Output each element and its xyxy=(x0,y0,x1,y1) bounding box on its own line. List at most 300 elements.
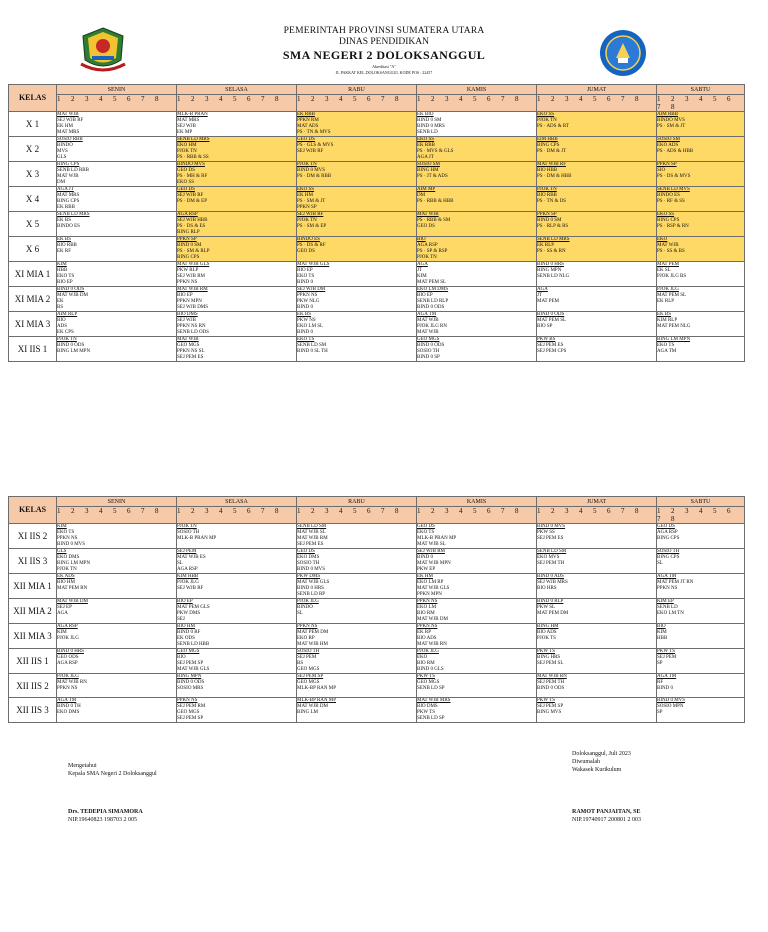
schedule-cell xyxy=(657,162,745,187)
subject-entry: PJOK TN xyxy=(57,567,77,572)
schedule-cell xyxy=(297,599,417,624)
subject-entry: HBB xyxy=(57,268,68,273)
period-number: 1 xyxy=(657,507,661,515)
subject-entry: PKW TS xyxy=(537,649,556,654)
schedule-cell xyxy=(297,237,417,262)
schedule-cell xyxy=(297,137,417,162)
period-number: 2 xyxy=(431,95,435,103)
timetable-2 xyxy=(8,496,745,723)
subject-entry: EK RBB xyxy=(57,205,75,210)
period-number: 6 xyxy=(607,95,611,103)
subject-entry: EK BS xyxy=(657,312,672,317)
subject-entry: EK ODS xyxy=(177,636,195,641)
schedule-cell xyxy=(57,237,177,262)
schedule-cell xyxy=(537,187,657,212)
subject-entry: SOSIO SM xyxy=(417,162,440,167)
period-number: 8 xyxy=(275,95,279,103)
period-number: 2 xyxy=(311,95,315,103)
subject-entry: EIM HBB xyxy=(537,137,558,142)
subject-entry: MAT PEM SL xyxy=(417,280,447,285)
schedule-cell xyxy=(57,698,177,723)
class-row xyxy=(9,162,745,187)
day-header: SELASA xyxy=(177,85,297,95)
subject-entry: MAT WJB SL xyxy=(417,542,446,547)
schedule-cell xyxy=(657,262,745,287)
period-numbers xyxy=(657,507,745,524)
period-number: 8 xyxy=(395,507,399,515)
period-number: 6 xyxy=(727,507,731,515)
subject-entry: EKO TS xyxy=(657,343,675,348)
subject-entry: PS · DS & ES xyxy=(177,224,206,229)
period-number: 6 xyxy=(487,507,491,515)
subject-entry: BIND 0 SM xyxy=(537,218,562,223)
subject-entry: MAT PEM GLS xyxy=(177,605,210,610)
schedule-cell xyxy=(177,574,297,599)
schedule-cell xyxy=(417,137,537,162)
period-numbers xyxy=(417,95,537,112)
subject-entry: PJOK JLG xyxy=(417,649,439,654)
subject-entry: PS · SP & RSP xyxy=(417,249,448,254)
subject-entry: BIO ADS xyxy=(417,636,437,641)
subject-entry: BINDO ES xyxy=(297,237,320,242)
subject-entry: SENB LD NLG xyxy=(537,274,570,279)
subject-entry: GEO DS xyxy=(297,137,315,142)
subject-entry: JT xyxy=(537,293,542,298)
subject-entry: PJOK TN xyxy=(177,524,197,529)
period-number: 2 xyxy=(191,95,195,103)
subject-entry: PJOK TN xyxy=(297,218,317,223)
subject-entry: SEJ WJB RM xyxy=(417,549,445,554)
subject-entry: AGA JT xyxy=(417,155,434,160)
subject-entry: BIND 0 xyxy=(297,330,313,335)
subject-entry: RF xyxy=(657,680,664,685)
schedule-cell xyxy=(177,137,297,162)
subject-entry: PKW DMS xyxy=(177,611,201,616)
subject-entry: BIND 0 RLP xyxy=(537,599,564,604)
subject-entry: MAT WJB RM xyxy=(177,287,208,292)
subject-entry: PJOK JLG xyxy=(177,580,199,585)
subject-entry: GEO MGS xyxy=(417,337,440,342)
subject-entry: EK BS xyxy=(57,218,72,223)
subject-entry: PPKN NS RN xyxy=(177,324,206,329)
period-number: 3 xyxy=(685,507,689,515)
schedule-cell xyxy=(417,674,537,698)
day-header: RABU xyxy=(297,497,417,507)
subject-entry: GEO MGS xyxy=(177,710,200,715)
period-number: 8 xyxy=(275,507,279,515)
schedule-cell xyxy=(537,337,657,362)
subject-entry: MAT PEM xyxy=(657,262,679,267)
subject-entry: SOSIO TH xyxy=(297,561,320,566)
subject-entry: BIND 0 HRS xyxy=(297,586,324,591)
subject-entry: PKW BS xyxy=(537,337,556,342)
schedule-cell xyxy=(297,574,417,599)
subject-entry: PKW TS xyxy=(417,710,436,715)
subject-entry: KIM HBB xyxy=(177,574,199,579)
subject-entry: BING CPS xyxy=(177,255,200,260)
subject-entry: EKO xyxy=(657,237,668,242)
subject-entry: SENB LD MRS xyxy=(537,237,570,242)
subject-entry: MAT PEM NLG xyxy=(657,324,691,329)
subject-entry: PS · SM & JT xyxy=(657,124,686,129)
subject-entry: BIND 0 HRS xyxy=(537,262,564,267)
period-number: 4 xyxy=(339,507,343,515)
period-number: 5 xyxy=(233,507,237,515)
schedule-cell xyxy=(417,599,537,624)
subject-entry: MLK-BP RAN MP xyxy=(297,698,336,703)
period-numbers xyxy=(57,507,177,524)
schedule-cell xyxy=(57,337,177,362)
subject-entry: MAT WJB GLS xyxy=(417,586,450,591)
subject-entry: BING LM MPN xyxy=(57,561,91,566)
period-number: 1 xyxy=(537,507,541,515)
schedule-cell xyxy=(657,312,745,337)
subject-entry: KIM RLP xyxy=(657,318,678,323)
sign-right-nip: NIP.19740917 200801 2 003 xyxy=(572,817,642,823)
subject-entry: PPKN NS xyxy=(417,624,438,629)
schedule-cell xyxy=(537,624,657,649)
subject-entry: BING RLP xyxy=(177,230,200,235)
class-row xyxy=(9,287,745,312)
period-number: 6 xyxy=(487,95,491,103)
schedule-cell xyxy=(297,187,417,212)
schedule-cell xyxy=(657,649,745,674)
subject-entry: PPKN NS xyxy=(177,280,198,285)
subject-entry: ADS xyxy=(57,324,68,329)
subject-entry: MLK-B PRAN xyxy=(177,112,208,117)
subject-entry: BS xyxy=(297,661,304,666)
subject-entry: PS · DM & EP xyxy=(177,199,208,204)
class-name: XI IIS 3 xyxy=(9,549,57,574)
subject-entry: EKO DMS xyxy=(57,555,80,560)
schedule-cell xyxy=(297,162,417,187)
subject-entry: PPKN NS xyxy=(417,599,438,604)
schedule-cell xyxy=(657,524,745,549)
schedule-cell xyxy=(657,137,745,162)
class-row xyxy=(9,574,745,599)
subject-entry: MAT WJB xyxy=(177,337,199,342)
subject-entry: GEO DS xyxy=(177,168,195,173)
subject-entry: SEJ WJB RM xyxy=(177,274,205,279)
subject-entry: KIM xyxy=(657,630,667,635)
subject-entry: MAT WJB xyxy=(657,243,679,248)
header-department: DINAS PENDIDIKAN xyxy=(339,37,429,47)
subject-entry: BING LM MPN xyxy=(657,337,691,342)
subject-entry: SOSIO TH xyxy=(657,549,680,554)
schedule-cell xyxy=(177,549,297,574)
period-number: 3 xyxy=(445,95,449,103)
period-number: 7 xyxy=(141,95,145,103)
subject-entry: KIM xyxy=(417,274,427,279)
subject-entry: SEJ PEM ES xyxy=(537,343,564,348)
subject-entry: AGA RSP xyxy=(417,243,438,248)
class-name: XI MIA 3 xyxy=(9,312,57,337)
subject-entry: BING HRS xyxy=(537,655,561,660)
subject-entry: SEJ PEM ES xyxy=(537,536,564,541)
subject-entry: BIND 0 GLS xyxy=(417,667,444,672)
period-number: 4 xyxy=(99,95,103,103)
day-header: RABU xyxy=(297,85,417,95)
schedule-cell xyxy=(57,624,177,649)
subject-entry: KIM EP xyxy=(657,599,674,604)
subject-entry: BIO EP xyxy=(177,599,193,604)
subject-entry: PJOK JLG xyxy=(297,599,319,604)
sign-right-line2: Wakasek Kurikulum xyxy=(572,767,622,773)
subject-entry: SIO xyxy=(657,168,666,173)
subject-entry: GEO ODS xyxy=(57,655,79,660)
subject-entry: MAT WJB xyxy=(417,330,439,335)
subject-entry: EKO xyxy=(417,655,428,660)
subject-entry: SENB LD HBB xyxy=(177,642,210,647)
subject-entry: SENB LD SP xyxy=(417,686,445,691)
subject-entry: PS · GLS & MVS xyxy=(297,143,334,148)
subject-entry: SEJ PEM xyxy=(297,655,317,660)
period-number: 7 xyxy=(621,95,625,103)
subject-entry: SL xyxy=(177,561,183,566)
subject-entry: AGA xyxy=(57,611,68,616)
sign-left-name: Drs. TEDEPIA SIMAMORA xyxy=(68,809,143,815)
schedule-cell xyxy=(177,187,297,212)
period-number: 7 xyxy=(657,515,661,523)
period-number: 2 xyxy=(71,507,75,515)
subject-entry: GLS xyxy=(57,549,67,554)
subject-entry: BIO DMS xyxy=(177,312,198,317)
subject-entry: BING LM MPN xyxy=(57,349,91,354)
period-number: 7 xyxy=(501,507,505,515)
schedule-cell xyxy=(297,312,417,337)
subject-entry: BING CPS xyxy=(537,143,560,148)
period-number: 1 xyxy=(177,95,181,103)
period-number: 8 xyxy=(155,507,159,515)
kelas-header: KELAS xyxy=(9,85,57,112)
subject-entry: SEJ PEM SP xyxy=(297,674,324,679)
subject-entry: SEJ WJB xyxy=(177,318,196,323)
subject-entry: BIO HM xyxy=(57,580,75,585)
subject-entry: PPKN SP xyxy=(297,205,317,210)
day-header: KAMIS xyxy=(417,85,537,95)
class-row xyxy=(9,599,745,624)
subject-entry: EKO LM TN xyxy=(657,611,684,616)
schedule-cell xyxy=(417,524,537,549)
period-numbers xyxy=(417,507,537,524)
period-number: 7 xyxy=(381,95,385,103)
day-header: SENIN xyxy=(57,497,177,507)
subject-entry: BINDO MVS xyxy=(177,162,205,167)
subject-entry: MAT PEM DM xyxy=(537,611,569,616)
period-number: 1 xyxy=(297,507,301,515)
schedule-cell xyxy=(177,237,297,262)
period-number: 6 xyxy=(367,95,371,103)
subject-entry: MAT WJB RM xyxy=(297,536,328,541)
class-row xyxy=(9,237,745,262)
subject-entry: MAT WJB DM xyxy=(57,599,88,604)
subject-entry: PS · TN & DS xyxy=(537,199,567,204)
subject-entry: AGA xyxy=(417,262,428,267)
period-number: 1 xyxy=(657,95,661,103)
subject-entry: AGA JT xyxy=(57,187,74,192)
subject-entry: SENB LD RLP xyxy=(417,299,449,304)
subject-entry: SEJ WJB xyxy=(177,124,196,129)
subject-entry: EKO SS xyxy=(177,180,195,185)
subject-entry: PJOK TN xyxy=(57,337,77,342)
subject-entry: SEJ PEM ES xyxy=(297,542,324,547)
class-name: X 1 xyxy=(9,112,57,137)
schedule-cell xyxy=(57,312,177,337)
class-name: XI MIA 2 xyxy=(9,287,57,312)
period-number: 2 xyxy=(671,95,675,103)
subject-entry: MAT MRS xyxy=(177,118,200,123)
subject-entry: BIO HBB xyxy=(537,168,558,173)
subject-entry: PPKN MPN xyxy=(177,299,202,304)
schedule-cell xyxy=(657,187,745,212)
class-name: X 3 xyxy=(9,162,57,187)
schedule-cell xyxy=(537,674,657,698)
subject-entry: PJOK JLG xyxy=(57,636,79,641)
schedule-cell xyxy=(417,212,537,237)
subject-entry: MAT WJB RN xyxy=(57,680,87,685)
subject-entry: MAT WJB HM xyxy=(297,642,328,647)
subject-entry: PS · DS & RF xyxy=(297,243,326,248)
period-number: 2 xyxy=(671,507,675,515)
subject-entry: GEO DS xyxy=(297,549,315,554)
schedule-cell xyxy=(177,312,297,337)
period-number: 5 xyxy=(353,507,357,515)
subject-entry: AGA RSP xyxy=(177,212,198,217)
schedule-cell xyxy=(297,337,417,362)
subject-entry: PPKN NS xyxy=(57,536,78,541)
period-number: 1 xyxy=(417,95,421,103)
period-number: 4 xyxy=(699,507,703,515)
subject-entry: SEJ WJB RF xyxy=(177,193,204,198)
subject-entry: PJOK JLG xyxy=(57,674,79,679)
subject-entry: BIO xyxy=(657,624,666,629)
subject-entry: SOSIO SM xyxy=(657,137,680,142)
subject-entry: SEJ WJB RF xyxy=(57,118,84,123)
day-header: SENIN xyxy=(57,85,177,95)
subject-entry: PPKN SP xyxy=(657,162,677,167)
period-number: 4 xyxy=(219,507,223,515)
period-numbers xyxy=(57,95,177,112)
subject-entry: BIND 0 xyxy=(417,555,433,560)
schedule-cell xyxy=(57,212,177,237)
schedule-cell xyxy=(177,674,297,698)
period-number: 5 xyxy=(593,95,597,103)
period-number: 5 xyxy=(353,95,357,103)
schedule-cell xyxy=(177,599,297,624)
schedule-cell xyxy=(537,599,657,624)
period-number: 6 xyxy=(367,507,371,515)
schedule-cell xyxy=(537,698,657,723)
subject-entry: SEJ WJB HBB xyxy=(177,218,208,223)
subject-entry: BIO xyxy=(417,237,426,242)
subject-entry: EK RBB xyxy=(417,143,435,148)
subject-entry: BIND 0 SP xyxy=(417,355,440,360)
period-number: 3 xyxy=(445,507,449,515)
schedule-cell xyxy=(417,574,537,599)
subject-entry: AGA TM xyxy=(657,674,677,679)
class-row xyxy=(9,337,745,362)
schedule-cell xyxy=(657,112,745,137)
subject-entry: GEO MGS xyxy=(297,667,320,672)
day-header: JUMAT xyxy=(537,85,657,95)
class-name: XI IIS 1 xyxy=(9,337,57,362)
subject-entry: SEJ WJB RF xyxy=(297,212,324,217)
schedule-cell xyxy=(417,549,537,574)
schedule-cell xyxy=(537,162,657,187)
schedule-cell xyxy=(657,212,745,237)
subject-entry: EKO LM SL xyxy=(297,324,324,329)
period-number: 7 xyxy=(261,507,265,515)
class-name: XII IIS 1 xyxy=(9,649,57,674)
subject-entry: PS · RF & SS xyxy=(657,199,685,204)
period-number: 3 xyxy=(85,507,89,515)
subject-entry: PJOK TN xyxy=(297,162,317,167)
subject-entry: BIO HM xyxy=(177,624,195,629)
subject-entry: BIO DMS xyxy=(417,704,438,709)
subject-entry: SOSIO RBB xyxy=(57,137,83,142)
subject-entry: HBB xyxy=(657,636,668,641)
class-row xyxy=(9,112,745,137)
subject-entry: BIO EP xyxy=(177,293,193,298)
schedule-cell xyxy=(417,287,537,312)
subject-entry: PS · RBB & SS xyxy=(177,155,209,160)
subject-entry: MVS xyxy=(57,149,68,154)
subject-entry: EKO TS xyxy=(297,274,315,279)
period-number: 8 xyxy=(395,95,399,103)
schedule-cell xyxy=(57,524,177,549)
subject-entry: MAT WJB xyxy=(417,318,439,323)
subject-entry: EK BIO xyxy=(417,112,434,117)
subject-entry: PS · DM & JT xyxy=(537,149,567,154)
subject-entry: EK HM xyxy=(417,574,433,579)
period-number: 5 xyxy=(473,95,477,103)
day-header: SABTU xyxy=(657,85,745,95)
subject-entry: SENB LD SM xyxy=(297,343,327,348)
subject-entry: BS xyxy=(57,305,64,310)
subject-entry: GEO MGS xyxy=(177,343,200,348)
class-row xyxy=(9,549,745,574)
period-number: 7 xyxy=(381,507,385,515)
subject-entry: PKW EP xyxy=(417,567,436,572)
period-number: 4 xyxy=(579,95,583,103)
subject-entry: PS · SS & RN xyxy=(537,249,566,254)
subject-entry: PPKN NS xyxy=(657,586,678,591)
schedule-cell xyxy=(657,599,745,624)
schedule-cell xyxy=(177,698,297,723)
subject-entry: SEJ PEM SL xyxy=(537,661,564,666)
period-number: 1 xyxy=(57,507,61,515)
period-number: 2 xyxy=(311,507,315,515)
subject-entry: BIO xyxy=(177,655,186,660)
schedule-cell xyxy=(177,337,297,362)
period-numbers xyxy=(657,95,745,112)
subject-entry: MAT WJB SL xyxy=(297,530,326,535)
subject-entry: SEJ PEM ES xyxy=(177,355,204,360)
period-numbers xyxy=(177,95,297,112)
schedule-cell xyxy=(417,337,537,362)
subject-entry: MAT WJB xyxy=(57,112,79,117)
subject-entry: BING LM xyxy=(297,710,318,715)
subject-entry: MAT WJB xyxy=(417,212,439,217)
subject-entry: BIO EP xyxy=(417,293,433,298)
schedule-cell xyxy=(57,599,177,624)
subject-entry: SOSIO TH xyxy=(417,349,440,354)
subject-entry: BIND 0 ODS xyxy=(417,305,445,310)
sign-left-nip: NIP.19640823 198703 2 005 xyxy=(68,817,138,823)
subject-entry: MAT PEM xyxy=(537,299,559,304)
sign-right-date: Doloksanggul, Juli 2023 xyxy=(572,751,631,757)
subject-entry: EK RF xyxy=(57,249,72,254)
